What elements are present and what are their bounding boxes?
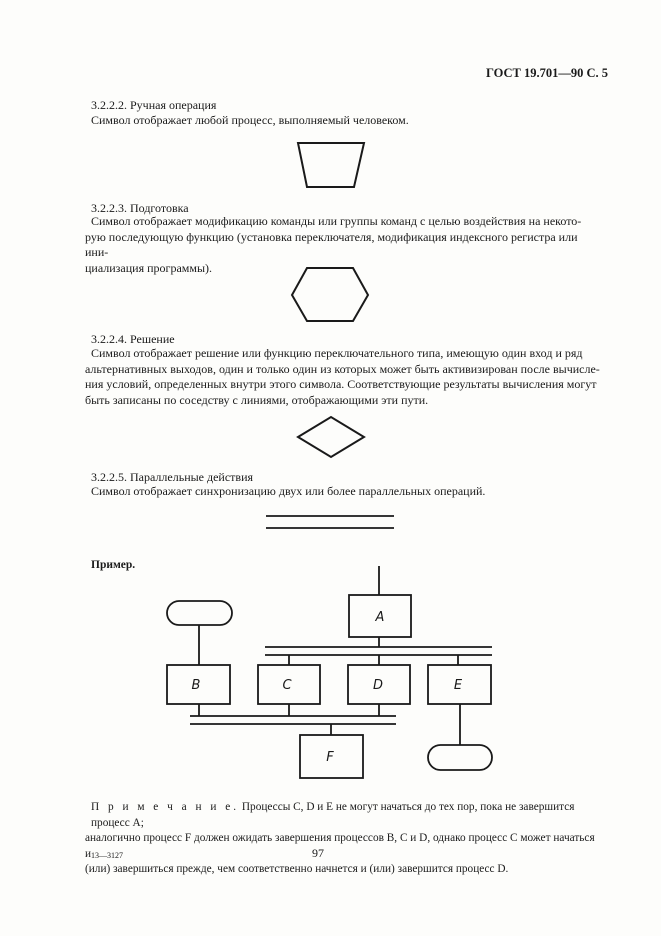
- note-block: [85, 800, 601, 878]
- process-f-label: F: [326, 750, 334, 765]
- note-line: [91, 800, 601, 831]
- section-heading-manual-operation: 3.2.2.2. Ручная операция: [91, 98, 217, 112]
- note-line: (или) завершиться прежде, чем соответственно начнется и (или) завершится процесс D.: [85, 863, 509, 875]
- process-c-label: C: [282, 678, 292, 693]
- manual-operation-symbol: [298, 143, 364, 187]
- note-line: аналогично процесс F должен ожидать завершения процессов B, C и D, однако процесс C может начаться и: [85, 832, 595, 860]
- parallel-mode-symbol: [266, 516, 394, 528]
- process-e-label: E: [453, 678, 463, 693]
- text-line: Символ отображает синхронизацию двух или более параллельных операций.: [91, 484, 486, 498]
- page-number: 97: [312, 846, 324, 860]
- decision-symbol: [298, 417, 364, 457]
- section-heading-decision: 3.2.2.4. Решение: [91, 332, 175, 346]
- example-diagram: [167, 566, 492, 778]
- text-line: рую последующую функцию (установка переключателя, модификация индексного регистра или ини-: [85, 229, 578, 259]
- example-label: Пример.: [91, 559, 136, 571]
- document-header: ГОСТ 19.701—90 С. 5: [485, 66, 608, 80]
- terminator-start: [167, 601, 232, 625]
- text-line: альтернативных выходов, один и только один из которых может быть активизирован после вычисле-: [85, 361, 600, 376]
- preparation-symbol: [292, 268, 368, 321]
- terminator-end: [428, 745, 492, 770]
- process-b-label: B: [191, 678, 201, 693]
- text-line: ния условий, определенных внутри этого символа. Соответствующие результаты вычисления могут: [85, 377, 597, 391]
- note-prefix: П р и м е ч а н и е.: [91, 801, 240, 813]
- note-text: Процессы C, D и E не могут начаться до тех пор, пока не завершится процесс A;: [91, 801, 575, 829]
- text-line: Символ отображает любой процесс, выполняемый человеком.: [91, 113, 409, 127]
- process-d-label: D: [372, 678, 384, 693]
- text-line: циализация программы).: [85, 260, 213, 275]
- section-heading-parallel: 3.2.2.5. Параллельные действия: [91, 470, 254, 484]
- print-code: 13—3127: [91, 851, 123, 860]
- section-heading-preparation: 3.2.2.3. Подготовка: [91, 201, 189, 215]
- text-line: быть записаны по соседству с линиями, отображающими эти пути.: [85, 392, 429, 407]
- text-line: Символ отображает модификацию команды или группы команд с целью воздействия на некото-: [91, 214, 582, 228]
- text-line: Символ отображает решение или функцию переключательного типа, имеющую один вход и ряд: [91, 346, 583, 360]
- process-a-label: A: [375, 610, 385, 625]
